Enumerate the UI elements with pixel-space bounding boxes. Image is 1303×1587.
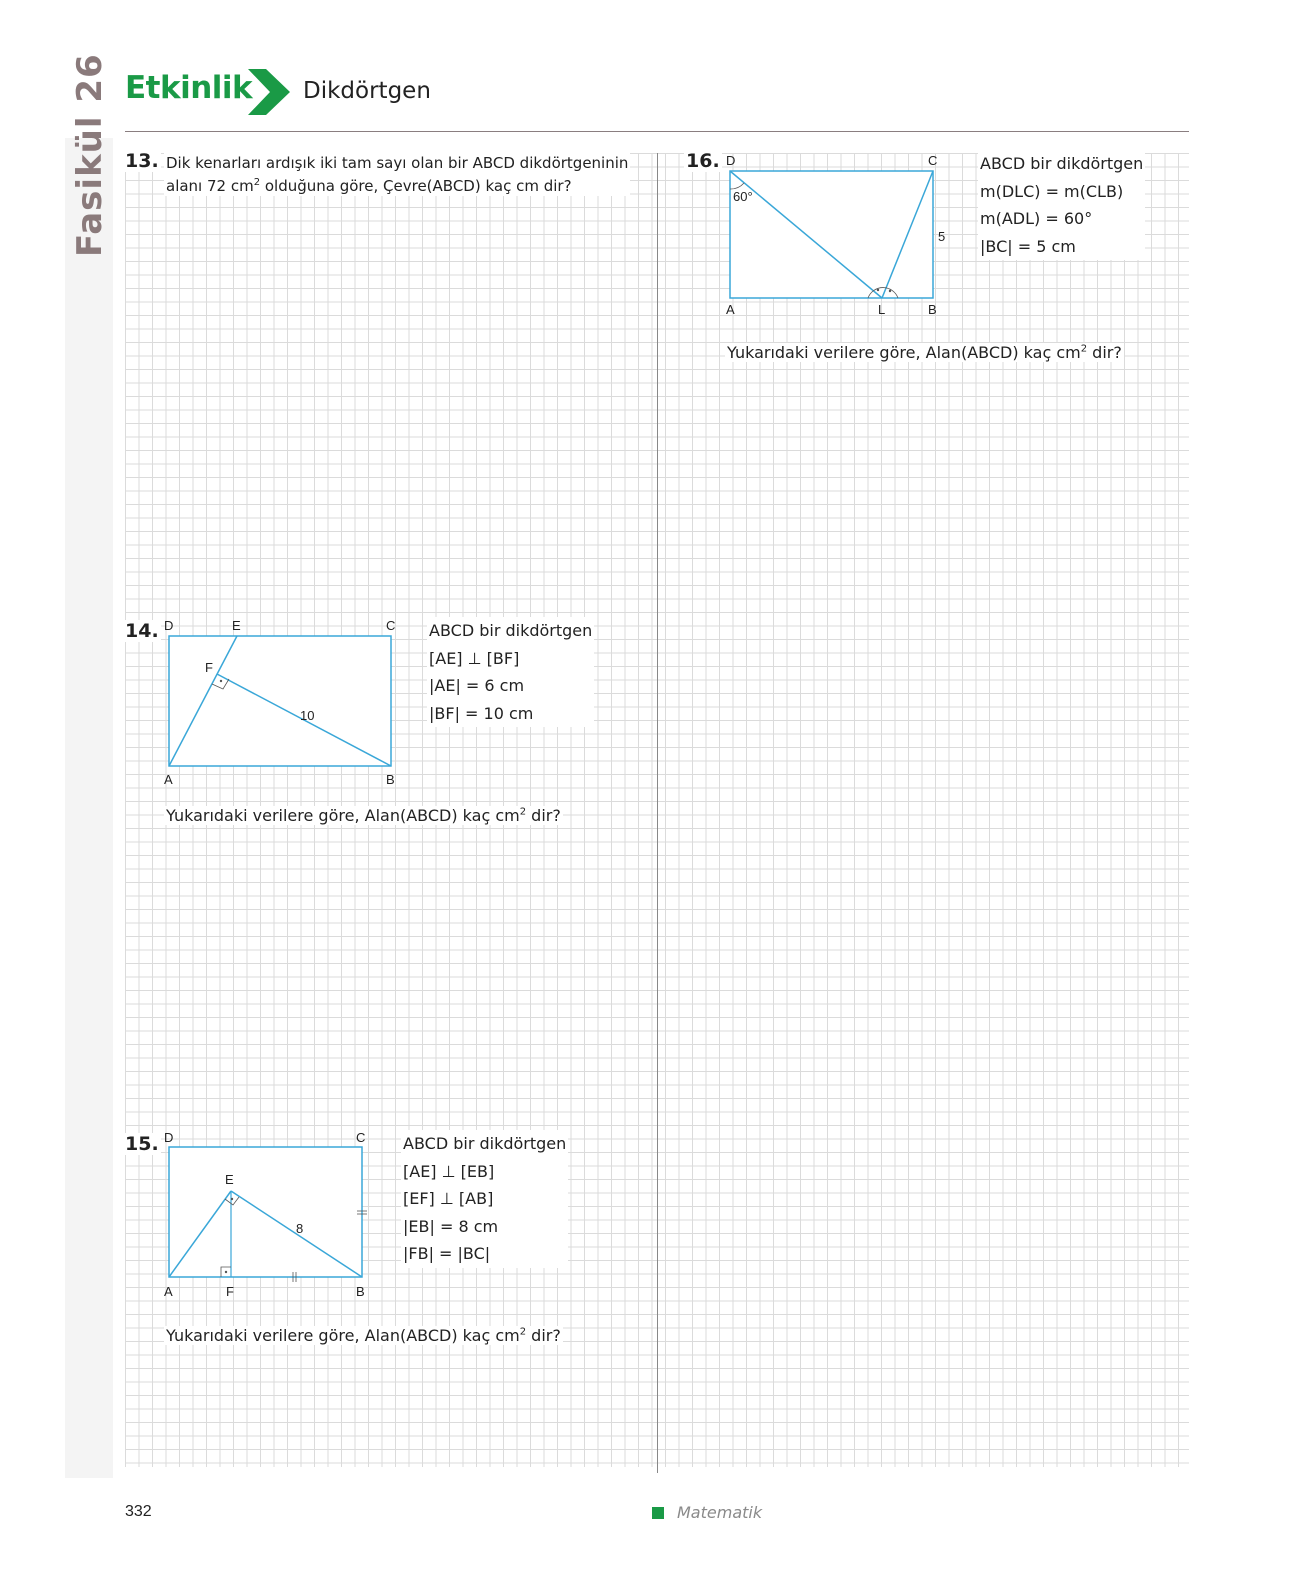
question-14-givens bbox=[427, 617, 594, 727]
label-e: E bbox=[225, 1172, 234, 1187]
given-line: m(DLC) = m(CLB) bbox=[980, 181, 1124, 201]
label-d: D bbox=[164, 1130, 174, 1145]
topic-title: Dikdörtgen bbox=[303, 78, 431, 104]
given-line: m(ADL) = 60° bbox=[980, 209, 1093, 228]
question-16-prompt: Yukarıdaki verilere göre, Alan(ABCD) kaç $cm^2$ dir? bbox=[727, 343, 1122, 362]
side-strip bbox=[65, 138, 113, 1478]
page-number: 332 bbox=[125, 1503, 152, 1520]
given-line: |BF| = 10 cm bbox=[429, 703, 534, 723]
label-b: B bbox=[386, 772, 395, 787]
label-f: F bbox=[226, 1284, 234, 1299]
question-15-givens bbox=[401, 1130, 568, 1268]
question-13-line2: alanı 72 $cm^2$ olduğuna göre, Çevre(ABCD) kaç cm dir? bbox=[166, 177, 572, 195]
subject-label: Matematik bbox=[677, 1503, 763, 1522]
rectangle-abcd bbox=[730, 171, 933, 298]
given-line: [AE] ⊥ [EB] bbox=[403, 1161, 495, 1181]
fascicle-label: Fasikül 26 bbox=[70, 53, 110, 257]
given-line: |EB| = 8 cm bbox=[403, 1216, 499, 1236]
label-e: E bbox=[232, 618, 241, 633]
label-a: A bbox=[164, 772, 173, 787]
given-line: ABCD bir dikdörtgen bbox=[980, 154, 1144, 173]
given-line: ABCD bir dikdörtgen bbox=[429, 621, 593, 640]
chevron-right-icon bbox=[248, 69, 290, 115]
question-13-line1: Dik kenarları ardışık iki tam sayı olan bir ABCD dikdörtgeninin bbox=[166, 154, 629, 172]
label-b: B bbox=[928, 302, 937, 317]
label-b: B bbox=[356, 1284, 365, 1299]
label-c: C bbox=[386, 618, 396, 633]
column-divider bbox=[657, 153, 658, 1473]
label-angle-60: 60° bbox=[733, 189, 753, 204]
question-13-text bbox=[164, 153, 630, 196]
label-f: F bbox=[205, 660, 213, 675]
given-line: [EF] ⊥ [AB] bbox=[403, 1189, 494, 1208]
question-16-number: 16. bbox=[686, 150, 720, 172]
label-bc-length: 5 bbox=[938, 229, 946, 244]
label-a: A bbox=[164, 1284, 173, 1299]
question-15-prompt: Yukarıdaki verilere göre, Alan(ABCD) kaç $cm^2$ dir? bbox=[166, 1326, 561, 1345]
given-line: |BC| = 5 cm bbox=[980, 236, 1076, 256]
question-13-number: 13. bbox=[125, 150, 159, 172]
question-14-prompt: Yukarıdaki verilere göre, Alan(ABCD) kaç $cm^2$ dir? bbox=[166, 806, 561, 825]
label-bf-length: 10 bbox=[300, 708, 315, 723]
question-16-givens bbox=[978, 150, 1145, 260]
label-a: A bbox=[726, 302, 735, 317]
question-16-figure bbox=[722, 152, 962, 322]
given-line: [AE] ⊥ [BF] bbox=[429, 648, 520, 668]
label-d: D bbox=[164, 618, 174, 633]
label-c: C bbox=[356, 1130, 366, 1145]
header-divider bbox=[125, 131, 1189, 132]
given-line: |AE| = 6 cm bbox=[429, 676, 525, 695]
question-14-figure bbox=[160, 614, 410, 790]
label-eb-length: 8 bbox=[296, 1221, 304, 1236]
label-d: D bbox=[726, 153, 736, 168]
given-line: |FB| = |BC| bbox=[403, 1244, 491, 1263]
question-14-number: 14. bbox=[125, 620, 159, 642]
label-l: L bbox=[878, 302, 886, 317]
question-15-figure bbox=[160, 1124, 380, 1300]
label-c: C bbox=[928, 153, 938, 168]
given-line: ABCD bir dikdörtgen bbox=[403, 1134, 567, 1153]
subject-square-icon bbox=[652, 1507, 664, 1519]
section-title: Etkinlik bbox=[125, 70, 253, 106]
question-15-number: 15. bbox=[125, 1133, 159, 1155]
